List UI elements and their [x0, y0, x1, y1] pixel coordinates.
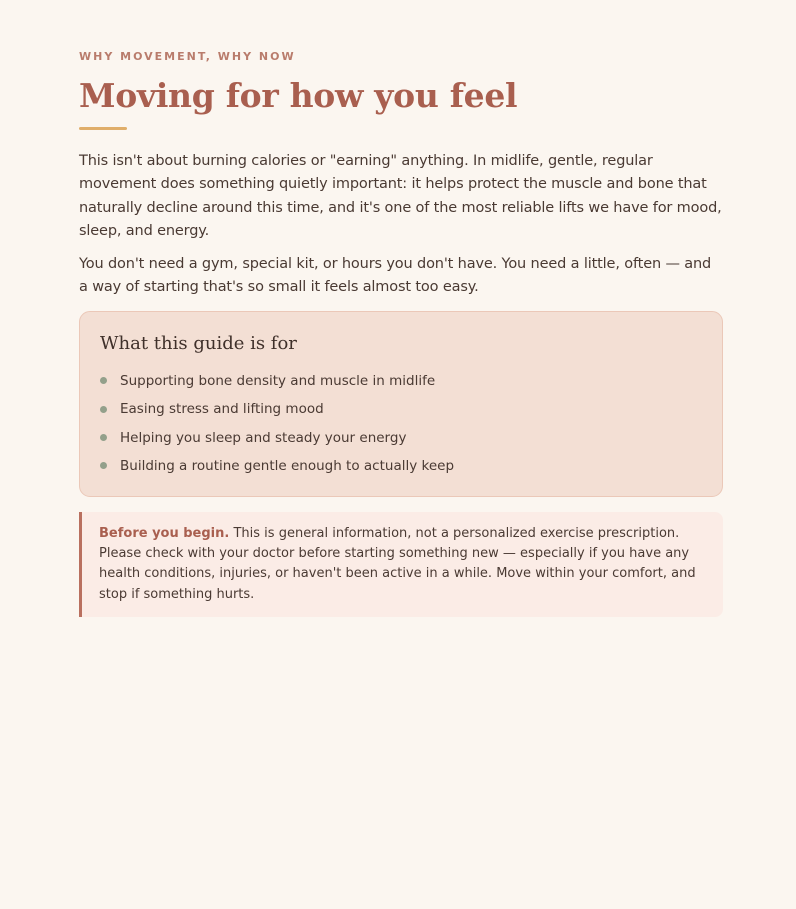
bullet-dot-icon [100, 462, 107, 469]
intro-paragraph-1: This isn't about burning calories or "earning" anything. In midlife, gentle, regular movement does something quietly important: it helps protect the muscle and bone that naturally decline around this time, and it's one of the most reliable lifts we have for mood, sleep, and energy. [79, 153, 722, 239]
title-divider [79, 127, 127, 130]
section-eyebrow: WHY MOVEMENT, WHY NOW [79, 50, 296, 63]
list-item [100, 452, 702, 480]
list-item-label: Easing stress and lifting mood [120, 401, 324, 418]
guide-purpose-list [100, 367, 702, 480]
note-lead: Before you begin. [99, 525, 230, 541]
list-item [100, 395, 702, 423]
guide-purpose-title: What this guide is for [100, 332, 297, 354]
before-you-begin-note [79, 512, 723, 617]
list-item-label: Helping you sleep and steady your energy [120, 429, 407, 446]
guide-purpose-card [79, 311, 723, 497]
list-item-label: Supporting bone density and muscle in midlife [120, 372, 436, 389]
list-item [100, 423, 702, 451]
bullet-dot-icon [100, 434, 107, 441]
bullet-dot-icon [100, 377, 107, 384]
list-item-label: Building a routine gentle enough to actually keep [120, 457, 455, 474]
list-item [100, 367, 702, 395]
note-body: This is general information, not a personalized exercise prescription. Please check with your doctor before starting something new — especially if you have any health conditions, injuries, or haven't been active in a while. Move within your comfort, and stop if something hurts. [99, 525, 696, 602]
page-title: Moving for how you feel [79, 76, 518, 115]
bullet-dot-icon [100, 406, 107, 413]
intro-paragraph-2: You don't need a gym, special kit, or hours you don't have. You need a little, often — and a way of starting that's so small it feels almost too easy. [79, 256, 712, 296]
